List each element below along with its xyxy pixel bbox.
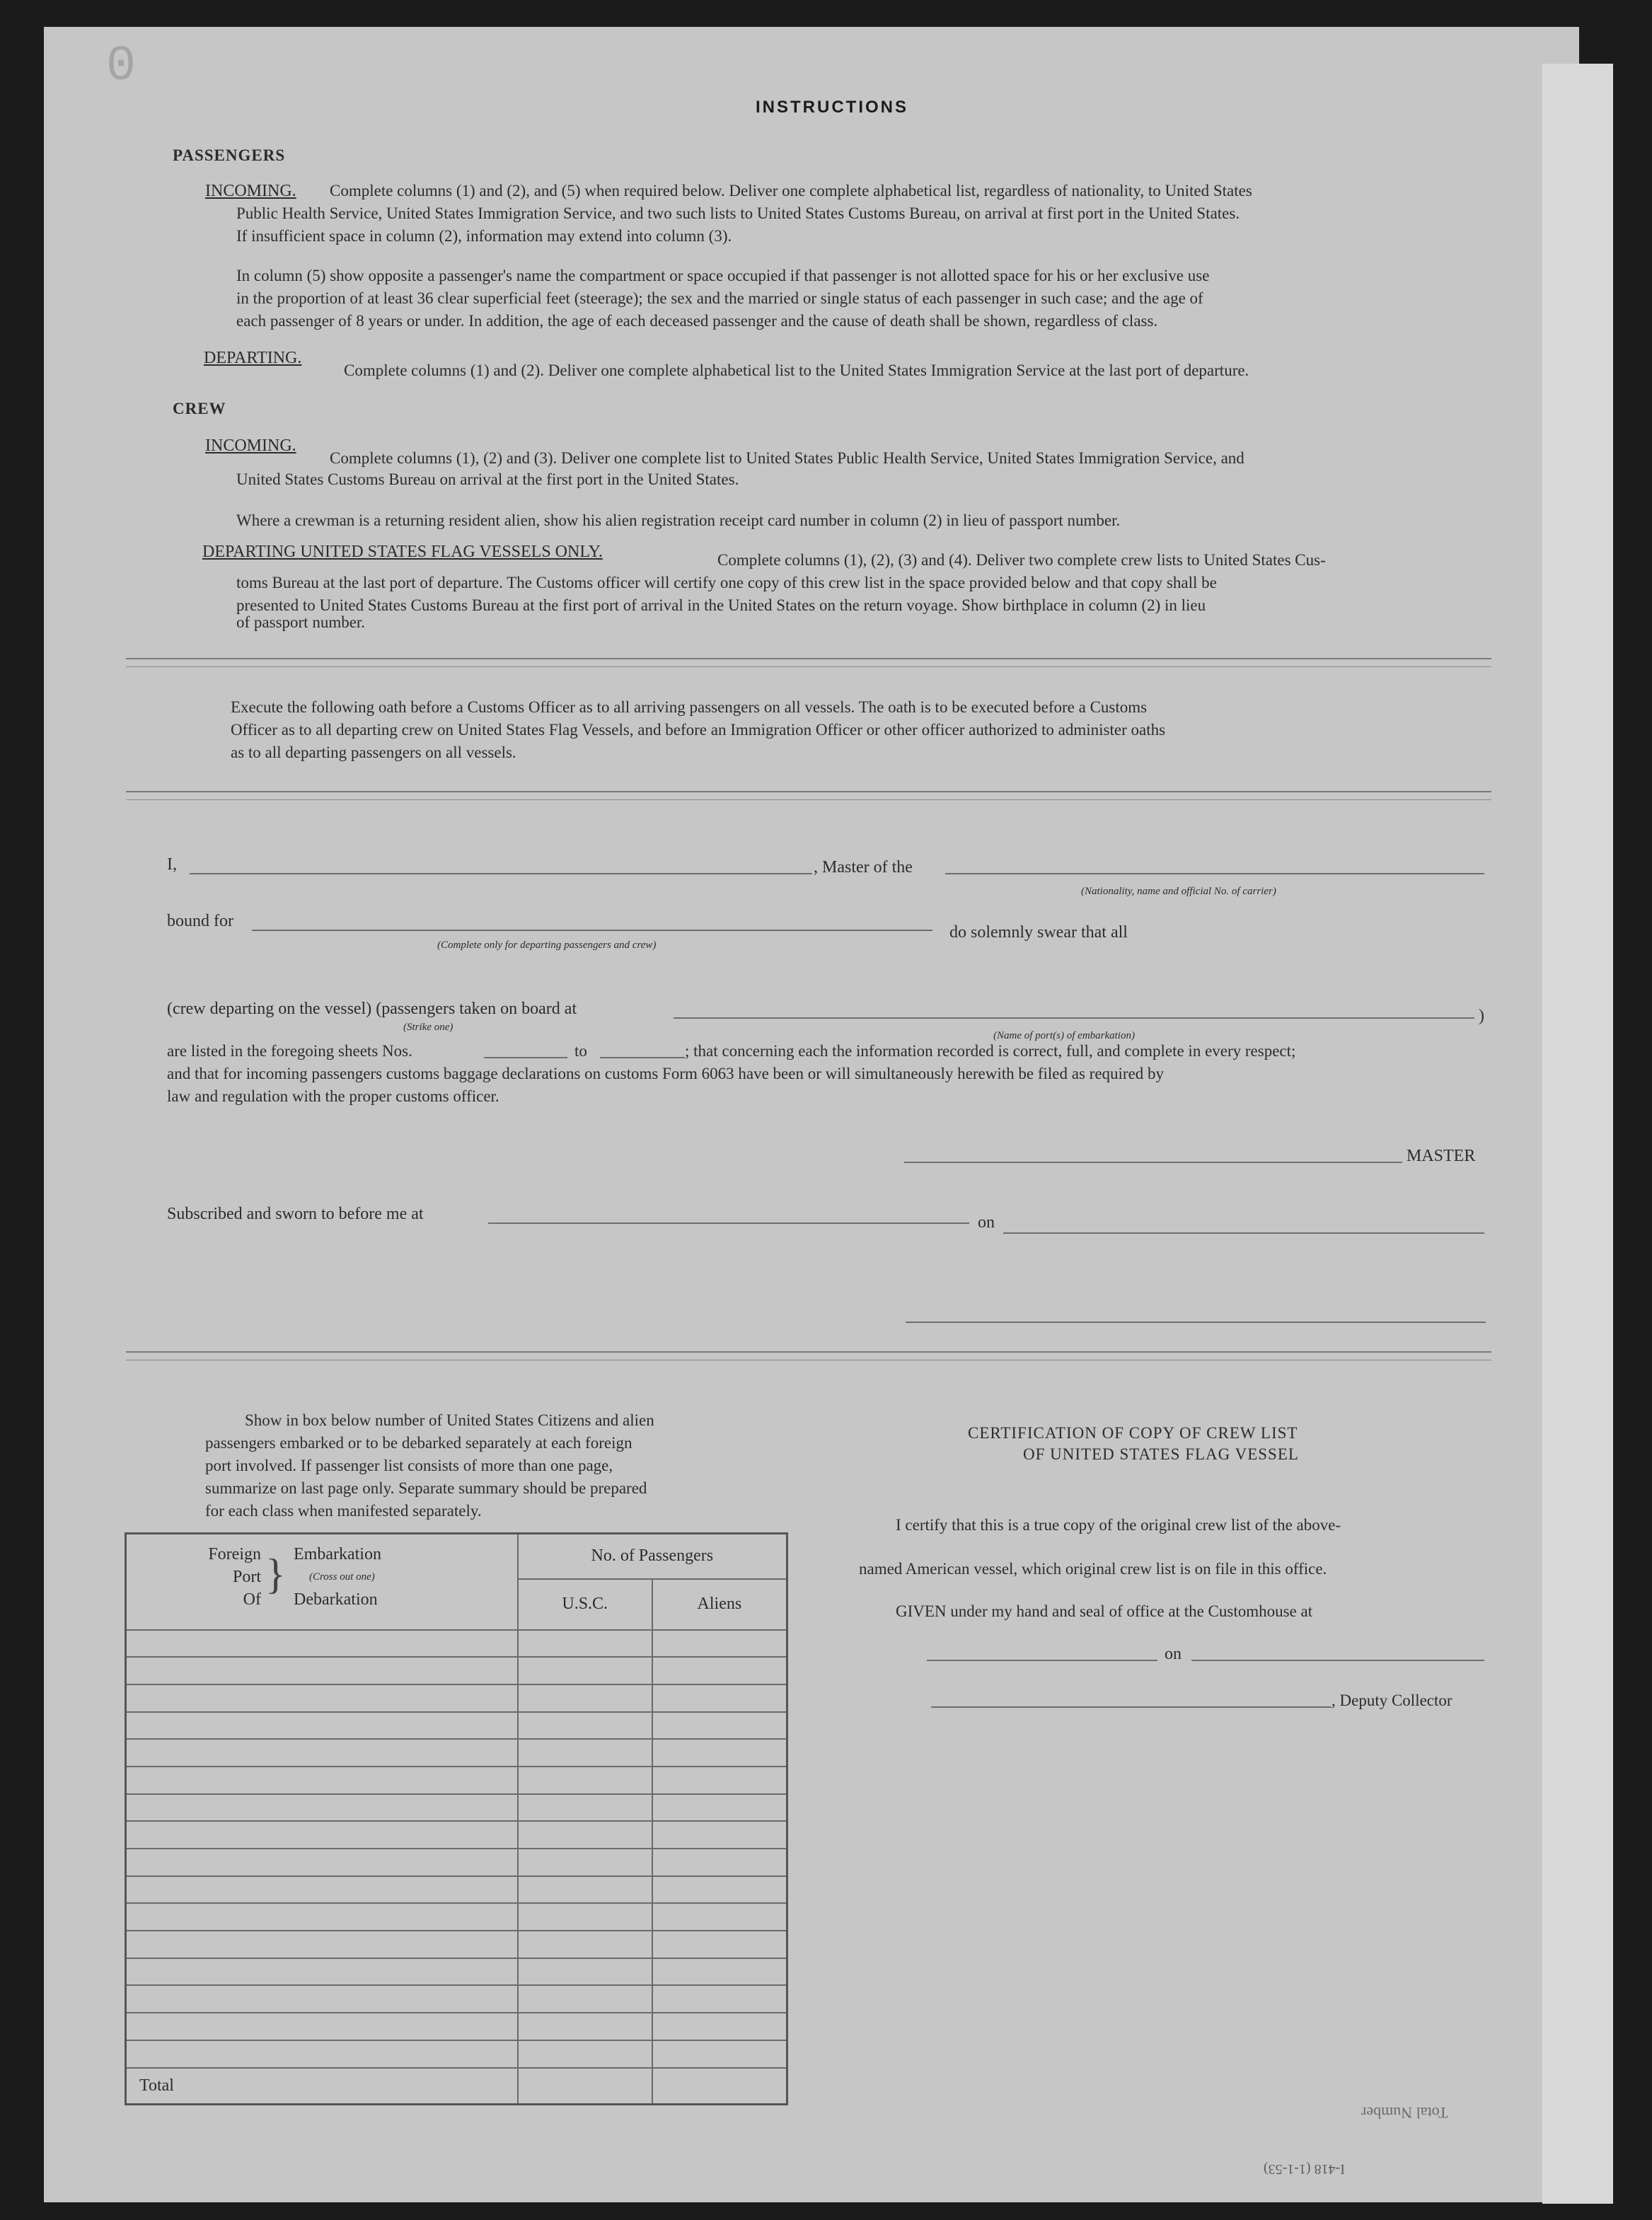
carrier-note: (Nationality, name and official No. of carrier) bbox=[1081, 886, 1276, 897]
bound-for-note: (Complete only for departing passengers and crew) bbox=[437, 940, 657, 951]
usc-cell[interactable] bbox=[518, 1876, 652, 1904]
port-cell[interactable] bbox=[126, 1876, 518, 1904]
table-row bbox=[126, 1876, 787, 1904]
no-of-passengers-header: No. of Passengers bbox=[518, 1534, 787, 1579]
usc-cell[interactable] bbox=[518, 1958, 652, 1986]
port-cell[interactable] bbox=[126, 1931, 518, 1958]
crew-departing-line: of passport number. bbox=[236, 613, 366, 631]
passengers-heading: PASSENGERS bbox=[173, 146, 286, 164]
table-row bbox=[126, 1767, 787, 1794]
table-row bbox=[126, 1821, 787, 1849]
crew-departing-line: Complete columns (1), (2), (3) and (4). Deliver two complete crew lists to United States Cus- bbox=[717, 551, 1326, 569]
usc-cell[interactable] bbox=[518, 1821, 652, 1849]
aliens-cell[interactable] bbox=[652, 1849, 787, 1876]
listed-rest: ; that concerning each the information recorded is correct, full, and complete in every respect; bbox=[685, 1042, 1296, 1060]
oath-line: law and regulation with the proper customs officer. bbox=[167, 1087, 499, 1105]
crew-departing-line: presented to United States Customs Bureau at the first port of arrival in the United States on the return voyage. Show birthplace in column (2) in lieu bbox=[236, 596, 1206, 614]
aliens-cell[interactable] bbox=[652, 1712, 787, 1740]
oath-intro-line: Execute the following oath before a Customs Officer as to all arriving passengers on all vessels. The oath is to be executed before a Customs bbox=[231, 698, 1148, 716]
passengers-incoming-line: Complete columns (1) and (2), and (5) when required below. Deliver one complete alphabetical list, regardless of nationality, to United States bbox=[330, 182, 1252, 200]
debarkation-label: Debarkation bbox=[294, 1590, 378, 1609]
total-label: Total bbox=[126, 2068, 518, 2105]
usc-cell[interactable] bbox=[518, 1985, 652, 2013]
oath-intro-line: as to all departing passengers on all vessels. bbox=[231, 744, 516, 761]
summary-line: passengers embarked or to be debarked separately at each foreign bbox=[205, 1434, 633, 1452]
port-cell[interactable] bbox=[126, 2013, 518, 2040]
bound-for-label: bound for bbox=[167, 912, 233, 930]
sheet-from-field[interactable] bbox=[484, 1057, 567, 1058]
port-cell[interactable] bbox=[126, 1958, 518, 1986]
crew-incoming-line: Complete columns (1), (2) and (3). Deliver one complete list to United States Public Health Service, United States Immigration Service, and bbox=[330, 449, 1244, 467]
column5-line: each passenger of 8 years or under. In addition, the age of each deceased passenger and the cause of death shall be shown, regardless of class. bbox=[236, 312, 1158, 330]
certification-on-label: on bbox=[1165, 1645, 1182, 1663]
aliens-cell[interactable] bbox=[652, 1767, 787, 1794]
aliens-cell[interactable] bbox=[652, 1985, 787, 2013]
total-number-label: Total Number bbox=[1361, 2104, 1448, 2122]
underlying-sheet-edge bbox=[1542, 64, 1613, 2204]
summary-line: for each class when manifested separately. bbox=[205, 1502, 482, 1520]
carrier-field[interactable] bbox=[945, 873, 1484, 874]
sworn-place-field[interactable] bbox=[488, 1222, 969, 1224]
usc-cell[interactable] bbox=[518, 1794, 652, 1822]
certification-line: GIVEN under my hand and seal of office at the Customhouse at bbox=[896, 1602, 1313, 1620]
table-row bbox=[126, 2013, 787, 2040]
aliens-cell[interactable] bbox=[652, 1684, 787, 1712]
certification-title: CERTIFICATION OF COPY OF CREW LIST bbox=[968, 1424, 1298, 1442]
usc-cell[interactable] bbox=[518, 1903, 652, 1931]
officer-signature-field[interactable] bbox=[906, 1322, 1486, 1323]
table-row bbox=[126, 1739, 787, 1767]
port-cell[interactable] bbox=[126, 1794, 518, 1822]
strike-one-note: (Strike one) bbox=[403, 1022, 454, 1033]
crew-incoming-line: United States Customs Bureau on arrival at the first port in the United States. bbox=[236, 470, 739, 488]
section-divider bbox=[126, 791, 1491, 792]
port-cell[interactable] bbox=[126, 1821, 518, 1849]
crew-departing-label: DEPARTING UNITED STATES FLAG VESSELS ONLY. bbox=[202, 543, 603, 561]
deputy-signature-field[interactable] bbox=[931, 1706, 1332, 1708]
section-divider bbox=[126, 1351, 1491, 1353]
usc-cell[interactable] bbox=[518, 1684, 652, 1712]
port-cell[interactable] bbox=[126, 2040, 518, 2068]
usc-cell[interactable] bbox=[518, 2040, 652, 2068]
table-row bbox=[126, 2040, 787, 2068]
section-divider bbox=[126, 666, 1491, 667]
port-cell[interactable] bbox=[126, 1985, 518, 2013]
aliens-cell[interactable] bbox=[652, 2013, 787, 2040]
aliens-cell[interactable] bbox=[652, 1903, 787, 1931]
do-solemnly-label: do solemnly swear that all bbox=[949, 923, 1128, 942]
form-code: I-418 (1-1-53) bbox=[1264, 2161, 1345, 2177]
aliens-cell[interactable] bbox=[652, 1739, 787, 1767]
deputy-collector-label: , Deputy Collector bbox=[1332, 1692, 1452, 1709]
usc-cell[interactable] bbox=[518, 1712, 652, 1740]
sheet-to-field[interactable] bbox=[600, 1057, 685, 1058]
embarkation-label: Embarkation bbox=[294, 1545, 381, 1563]
passenger-summary-table bbox=[125, 1532, 788, 2105]
master-of-the-label: , Master of the bbox=[814, 858, 913, 877]
subscribed-label: Subscribed and sworn to before me at bbox=[167, 1205, 424, 1223]
aliens-cell[interactable] bbox=[652, 1876, 787, 1904]
port-header bbox=[126, 1534, 518, 1630]
crew-heading: CREW bbox=[173, 400, 226, 417]
port-cell[interactable] bbox=[126, 1712, 518, 1740]
of-label: Of bbox=[243, 1590, 261, 1609]
passengers-incoming-line: If insufficient space in column (2), information may extend into column (3). bbox=[236, 227, 732, 245]
aliens-total-cell[interactable] bbox=[652, 2068, 787, 2105]
summary-line: summarize on last page only. Separate summary should be prepared bbox=[205, 1479, 647, 1497]
crew-incoming-label: INCOMING. bbox=[205, 437, 296, 455]
column5-line: In column (5) show opposite a passenger's name the compartment or space occupied if that passenger is not allotted space for his or her exclusive use bbox=[236, 267, 1210, 284]
crew-departing-statement: (crew departing on the vessel) (passengers taken on board at bbox=[167, 1000, 577, 1018]
aliens-cell[interactable] bbox=[652, 1657, 787, 1684]
port-cell[interactable] bbox=[126, 1657, 518, 1684]
aliens-cell[interactable] bbox=[652, 1931, 787, 1958]
crew-departing-line: toms Bureau at the last port of departure. The Customs officer will certify one copy of this crew list in the space provided below and that copy shall be bbox=[236, 574, 1217, 591]
usc-cell[interactable] bbox=[518, 1849, 652, 1876]
embarkation-ports-field[interactable] bbox=[674, 1017, 1474, 1019]
usc-cell[interactable] bbox=[518, 2013, 652, 2040]
table-row bbox=[126, 1684, 787, 1712]
cross-out-note: (Cross out one) bbox=[309, 1571, 375, 1583]
page-title: INSTRUCTIONS bbox=[756, 98, 908, 117]
foreign-label: Foreign bbox=[208, 1545, 261, 1563]
oath-intro-line: Officer as to all departing crew on United States Flag Vessels, and before an Immigration Officer or other officer authorized to administer oaths bbox=[231, 721, 1166, 739]
aliens-cell[interactable] bbox=[652, 2040, 787, 2068]
port-cell[interactable] bbox=[126, 1849, 518, 1876]
bound-for-field[interactable] bbox=[252, 930, 932, 931]
close-paren: ) bbox=[1479, 1007, 1484, 1025]
aliens-cell[interactable] bbox=[652, 1821, 787, 1849]
summary-line: Show in box below number of United States Citizens and alien bbox=[245, 1411, 654, 1429]
usc-cell[interactable] bbox=[518, 1657, 652, 1684]
table-row bbox=[126, 1985, 787, 2013]
port-cell[interactable] bbox=[126, 1630, 518, 1658]
table-row bbox=[126, 1794, 787, 1822]
usc-cell[interactable] bbox=[518, 1931, 652, 1958]
table-row bbox=[126, 1931, 787, 1958]
listed-in-label: are listed in the foregoing sheets Nos. bbox=[167, 1042, 412, 1060]
table-row bbox=[126, 1958, 787, 1986]
table-row bbox=[126, 1903, 787, 1931]
to-label: to bbox=[574, 1042, 587, 1060]
certification-subtitle: OF UNITED STATES FLAG VESSEL bbox=[1023, 1445, 1299, 1463]
passengers-incoming-line: Public Health Service, United States Immigration Service, and two such lists to United States Customs Bureau, on arrival at first port in the United States. bbox=[236, 204, 1240, 222]
section-divider bbox=[126, 799, 1491, 800]
usc-cell[interactable] bbox=[518, 1739, 652, 1767]
table-row bbox=[126, 1630, 787, 1658]
aliens-cell[interactable] bbox=[652, 1794, 787, 1822]
table-row bbox=[126, 1657, 787, 1684]
table-row bbox=[126, 1712, 787, 1740]
ports-note: (Name of port(s) of embarkation) bbox=[993, 1030, 1135, 1041]
section-divider bbox=[126, 658, 1491, 659]
summary-line: port involved. If passenger list consists of more than one page, bbox=[205, 1457, 613, 1474]
sworn-date-field[interactable] bbox=[1003, 1232, 1484, 1234]
certification-place-field[interactable] bbox=[927, 1660, 1157, 1661]
certification-line: named American vessel, which original crew list is on file in this office. bbox=[859, 1560, 1327, 1578]
aliens-header: Aliens bbox=[652, 1579, 787, 1630]
passengers-incoming-label: INCOMING. bbox=[205, 182, 296, 200]
master-label: MASTER bbox=[1406, 1147, 1476, 1165]
aliens-cell[interactable] bbox=[652, 1958, 787, 1986]
usc-total-cell[interactable] bbox=[518, 2068, 652, 2105]
port-cell[interactable] bbox=[126, 1684, 518, 1712]
port-cell[interactable] bbox=[126, 1767, 518, 1794]
master-signature-field[interactable] bbox=[904, 1162, 1402, 1163]
oath-line: and that for incoming passengers customs baggage declarations on customs Form 6063 have been or will simultaneously herewith be filed as required by bbox=[167, 1065, 1165, 1082]
bleed-through-mark: 0 bbox=[106, 39, 137, 95]
sworn-on-label: on bbox=[978, 1213, 995, 1232]
crew-resident-text: Where a crewman is a returning resident alien, show his alien registration receipt card number in column (2) in lieu of passport number. bbox=[236, 511, 1121, 529]
total-row bbox=[126, 2068, 787, 2105]
usc-header: U.S.C. bbox=[518, 1579, 652, 1630]
usc-cell[interactable] bbox=[518, 1767, 652, 1794]
port-label: Port bbox=[232, 1568, 261, 1586]
port-cell[interactable] bbox=[126, 1903, 518, 1931]
column5-line: in the proportion of at least 36 clear superficial feet (steerage); the sex and the married or single status of each passenger in such case; and the age of bbox=[236, 289, 1203, 307]
certification-date-field[interactable] bbox=[1191, 1660, 1484, 1661]
table-row bbox=[126, 1849, 787, 1876]
passengers-departing-label: DEPARTING. bbox=[204, 349, 302, 367]
certification-line: I certify that this is a true copy of the original crew list of the above- bbox=[896, 1516, 1341, 1534]
brace-icon: } bbox=[265, 1551, 286, 1597]
port-cell[interactable] bbox=[126, 1739, 518, 1767]
passengers-departing-text: Complete columns (1) and (2). Deliver one complete alphabetical list to the United States Immigration Service at the last port of departure. bbox=[344, 362, 1249, 379]
master-name-field[interactable] bbox=[190, 873, 812, 874]
usc-cell[interactable] bbox=[518, 1630, 652, 1658]
oath-i-label: I, bbox=[167, 855, 177, 874]
aliens-cell[interactable] bbox=[652, 1630, 787, 1658]
